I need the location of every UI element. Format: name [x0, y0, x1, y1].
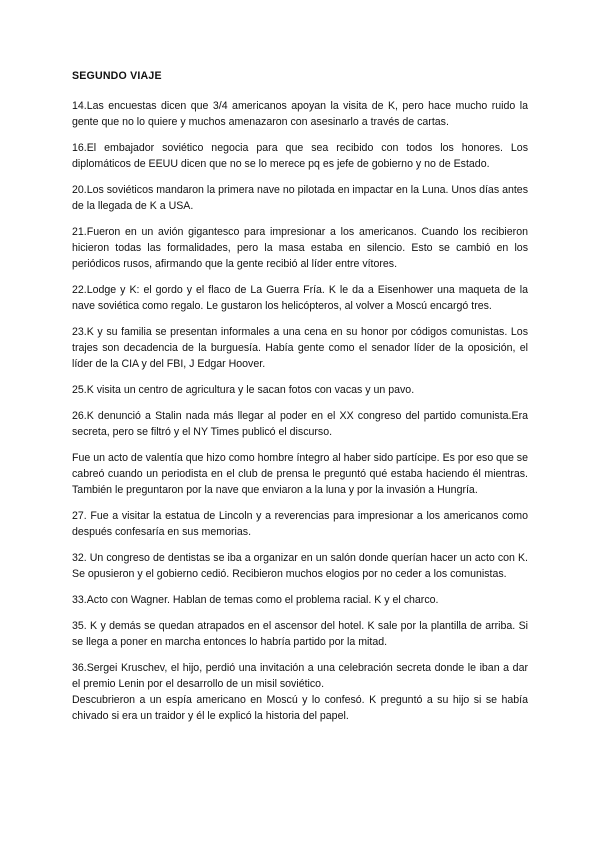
paragraph-26: 26.K denunció a Stalin nada más llegar al poder en el XX congreso del partido comunista.Era secreta, pero se filtró y el NY Times publicó el discurso. — [72, 410, 528, 438]
paragraph-26-continued: Fue un acto de valentía que hizo como hombre íntegro al haber sido partícipe. Es por eso que se cabreó cuando un periodista en el club de prensa le preguntó qué estaba haciendo él mientras. También le preguntaron por la nave que enviaron a la luna y por la invasión a Hungría. — [72, 452, 528, 496]
paragraph-14: 14.Las encuestas dicen que 3/4 americanos apoyan la visita de K, pero hace mucho ruido la gente que no lo quiere y muchos amenazaron con asesinarlo a través de cartas. — [72, 100, 528, 128]
paragraph-36-line-1: 36.Sergei Kruschev, el hijo, perdió una invitación a una celebración secreta donde le iban a dar el premio Lenin por el desarrollo de un misil soviético. — [72, 662, 528, 690]
paragraph-20: 20.Los soviéticos mandaron la primera nave no pilotada en impactar en la Luna. Unos días antes de la llegada de K a USA. — [72, 184, 528, 212]
paragraph-16: 16.El embajador soviético negocia para que sea recibido con todos los honores. Los diplomáticos de EEUU dicen que no se lo merece pq es jefe de gobierno y no de Estado. — [72, 142, 528, 170]
paragraph-36 — [72, 660, 528, 724]
paragraph-35: 35. K y demás se quedan atrapados en el ascensor del hotel. K sale por la plantilla de arriba. Si se llega a poner en marcha entonces lo habría partido por la mitad. — [72, 620, 528, 648]
paragraph-27: 27. Fue a visitar la estatua de Lincoln y a reverencias para impresionar a los americanos como después confesaría en sus memorias. — [72, 510, 528, 538]
paragraph-25: 25.K visita un centro de agricultura y le sacan fotos con vacas y un pavo. — [72, 384, 415, 396]
document-title: SEGUNDO VIAJE — [72, 70, 162, 82]
paragraph-22: 22.Lodge y K: el gordo y el flaco de La Guerra Fría. K le da a Eisenhower una maqueta de la nave soviética como regalo. Le gustaron los helicópteros, al volver a Moscú encargó tres. — [72, 284, 528, 312]
paragraph-23: 23.K y su familia se presentan informales a una cena en su honor por códigos comunistas. Los trajes son decadencia de la burguesía. Había gente como el senador líder de la oposición, el líder de la CIA y del FBI, J Edgar Hoover. — [72, 326, 528, 370]
paragraph-33: 33.Acto con Wagner. Hablan de temas como el problema racial. K y el charco. — [72, 594, 439, 606]
paragraph-36-line-2: Descubrieron a un espía americano en Moscú y lo confesó. K preguntó a su hijo si se había chivado si era un traidor y él le explicó la historia del papel. — [72, 694, 528, 722]
document-page — [72, 68, 528, 734]
paragraph-21: 21.Fueron en un avión gigantesco para impresionar a los americanos. Cuando los recibieron hicieron todas las formalidades, pero la masa estaba en silencio. Esto se cambió en los periódicos rusos, afirmando que la gente recibió al líder entre vítores. — [72, 226, 528, 270]
paragraph-32: 32. Un congreso de dentistas se iba a organizar en un salón donde querían hacer un acto con K. Se opusieron y el gobierno cedió. Recibieron muchos elogios por no ceder a los comunistas. — [72, 552, 528, 580]
